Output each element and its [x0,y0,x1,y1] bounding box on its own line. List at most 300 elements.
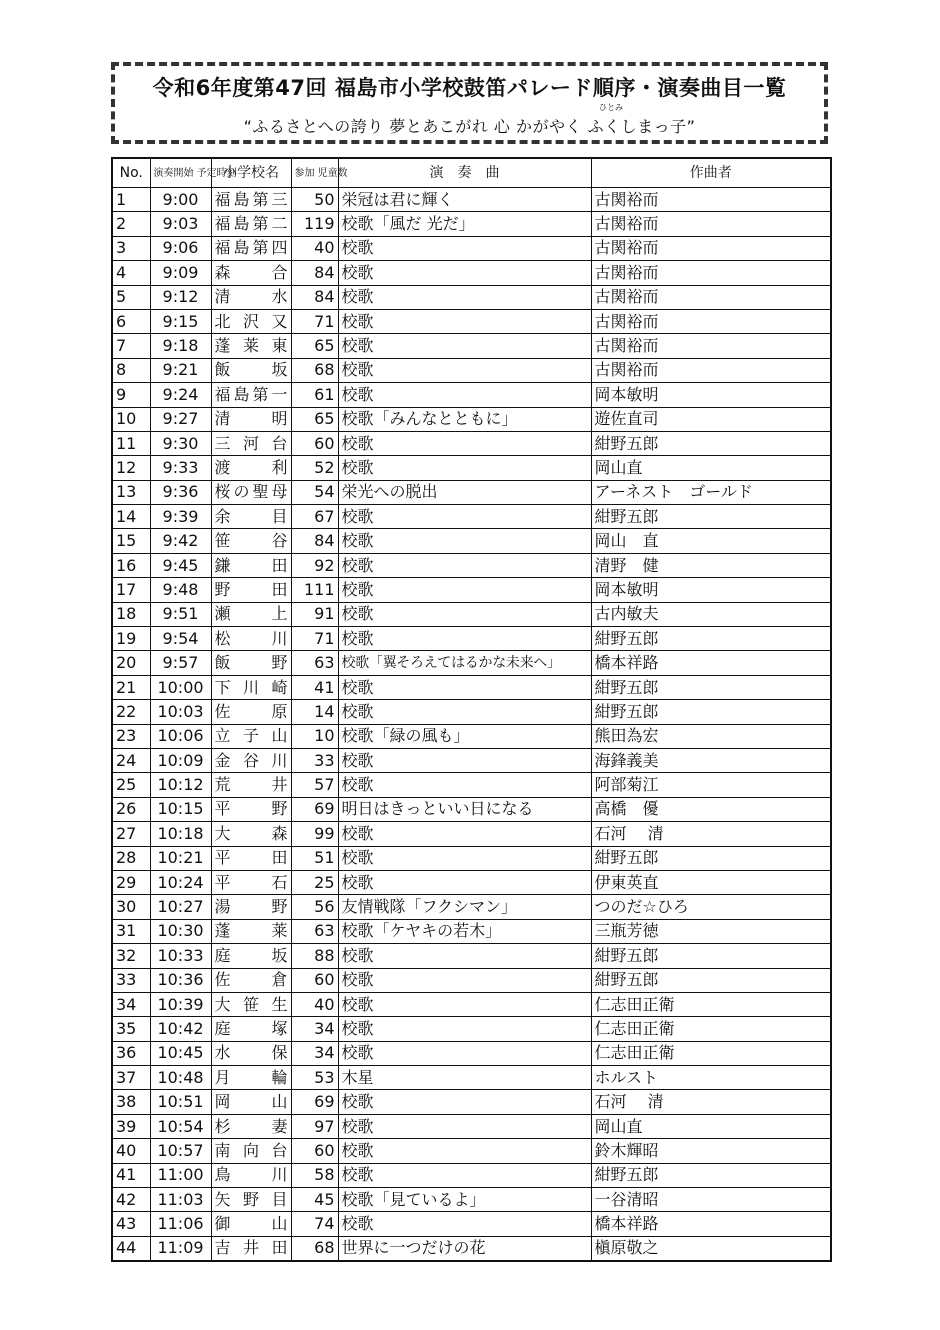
cell-time: 10:03 [150,700,211,724]
table-header-row [112,158,831,188]
cell-song: 世界に一つだけの花 [338,1236,591,1261]
cell-school: 湯野 [211,895,291,919]
cell-no: 1 [112,188,150,212]
cell-time: 9:39 [150,505,211,529]
cell-no: 21 [112,675,150,699]
cell-count: 63 [291,919,338,943]
cell-composer: 高橋 優 [591,797,831,821]
cell-time: 10:45 [150,1041,211,1065]
cell-composer: 古関裕而 [591,188,831,212]
cell-time: 9:51 [150,602,211,626]
cell-composer: 古関裕而 [591,212,831,236]
cell-school: 飯野 [211,651,291,675]
cell-count: 69 [291,797,338,821]
cell-school: 岡山 [211,1090,291,1114]
cell-school: 渡利 [211,456,291,480]
cell-count: 54 [291,480,338,504]
cell-time: 9:30 [150,431,211,455]
cell-no: 3 [112,236,150,260]
cell-count: 111 [291,578,338,602]
table-row [112,1188,831,1212]
cell-time: 10:39 [150,992,211,1016]
cell-count: 33 [291,748,338,772]
table-row [112,651,831,675]
table-row [112,992,831,1016]
header-composer: 作曲者 [591,158,831,188]
cell-school: 水保 [211,1041,291,1065]
cell-school: 清明 [211,407,291,431]
cell-time: 9:36 [150,480,211,504]
cell-no: 27 [112,822,150,846]
cell-school: 野田 [211,578,291,602]
cell-count: 91 [291,602,338,626]
cell-time: 10:51 [150,1090,211,1114]
cell-no: 26 [112,797,150,821]
cell-no: 41 [112,1163,150,1187]
table-row [112,1163,831,1187]
cell-no: 9 [112,383,150,407]
page-title: 令和6年度第47回 福島市小学校鼓笛パレード順序・演奏曲目一覧 [152,76,787,100]
cell-school: 大森 [211,822,291,846]
cell-no: 29 [112,870,150,894]
table-row [112,431,831,455]
cell-no: 31 [112,919,150,943]
cell-composer: 岡山直 [591,456,831,480]
cell-composer: ホルスト [591,1066,831,1090]
cell-time: 10:00 [150,675,211,699]
cell-school: 福島第一 [211,383,291,407]
cell-count: 84 [291,261,338,285]
cell-school: 平野 [211,797,291,821]
cell-song: 栄冠は君に輝く [338,188,591,212]
cell-song: 栄光への脱出 [338,480,591,504]
cell-composer: 清野 健 [591,553,831,577]
cell-song: 校歌 [338,944,591,968]
cell-song: 校歌 [338,1017,591,1041]
cell-no: 13 [112,480,150,504]
cell-count: 68 [291,358,338,382]
table-row [112,1041,831,1065]
cell-count: 40 [291,992,338,1016]
cell-count: 60 [291,431,338,455]
cell-school: 吉井田 [211,1236,291,1261]
cell-composer: 紺野五郎 [591,700,831,724]
cell-count: 71 [291,309,338,333]
table-row [112,1066,831,1090]
cell-song: 校歌「みんなとともに」 [338,407,591,431]
cell-count: 41 [291,675,338,699]
cell-time: 10:33 [150,944,211,968]
cell-composer: 紺野五郎 [591,431,831,455]
cell-school: 福島第三 [211,188,291,212]
cell-no: 20 [112,651,150,675]
cell-school: 森合 [211,261,291,285]
cell-count: 84 [291,529,338,553]
cell-song: 校歌 [338,431,591,455]
cell-composer: 岡山直 [591,1114,831,1138]
cell-no: 28 [112,846,150,870]
cell-no: 42 [112,1188,150,1212]
cell-time: 10:54 [150,1114,211,1138]
cell-count: 69 [291,1090,338,1114]
table-row [112,919,831,943]
cell-song: 校歌「緑の風も」 [338,724,591,748]
cell-composer: 三瓶芳徳 [591,919,831,943]
parade-order-table [111,157,832,1262]
cell-composer: 古内敏夫 [591,602,831,626]
cell-no: 43 [112,1212,150,1236]
cell-no: 15 [112,529,150,553]
cell-song: 校歌「風だ 光だ」 [338,212,591,236]
table-row [112,358,831,382]
cell-time: 9:12 [150,285,211,309]
cell-time: 11:00 [150,1163,211,1187]
cell-time: 11:03 [150,1188,211,1212]
cell-count: 97 [291,1114,338,1138]
cell-composer: 紺野五郎 [591,846,831,870]
cell-no: 38 [112,1090,150,1114]
cell-time: 9:18 [150,334,211,358]
table-row [112,627,831,651]
table-row [112,407,831,431]
cell-school: 三河台 [211,431,291,455]
cell-song: 校歌「見ているよ」 [338,1188,591,1212]
cell-song: 校歌「ケヤキの若木」 [338,919,591,943]
cell-composer: 古関裕而 [591,261,831,285]
cell-school: 下川崎 [211,675,291,699]
cell-count: 52 [291,456,338,480]
cell-composer: アーネスト ゴールド [591,480,831,504]
table-row [112,944,831,968]
slogan: “ふるさとへの誇り 夢とあこがれ 心 かがやく ふくしまっ子” [243,117,696,136]
cell-composer: 古関裕而 [591,309,831,333]
table-row [112,578,831,602]
cell-composer: 岡山 直 [591,529,831,553]
cell-song: 校歌 [338,700,591,724]
table-row [112,480,831,504]
table-row [112,602,831,626]
cell-song: 校歌 [338,627,591,651]
cell-no: 34 [112,992,150,1016]
cell-count: 84 [291,285,338,309]
cell-time: 9:21 [150,358,211,382]
cell-no: 33 [112,968,150,992]
cell-no: 39 [112,1114,150,1138]
cell-composer: 紺野五郎 [591,944,831,968]
table-row [112,334,831,358]
cell-no: 16 [112,553,150,577]
cell-no: 8 [112,358,150,382]
cell-no: 5 [112,285,150,309]
cell-count: 14 [291,700,338,724]
cell-song: 校歌 [338,822,591,846]
cell-no: 19 [112,627,150,651]
cell-no: 10 [112,407,150,431]
cell-composer: 仁志田正衛 [591,1041,831,1065]
cell-time: 9:57 [150,651,211,675]
table-row [112,212,831,236]
cell-composer: 一谷清昭 [591,1188,831,1212]
cell-school: 佐原 [211,700,291,724]
cell-count: 74 [291,1212,338,1236]
cell-composer: 石河 清 [591,1090,831,1114]
cell-song: 校歌 [338,773,591,797]
cell-song: 校歌 [338,309,591,333]
cell-song: 校歌 [338,968,591,992]
cell-time: 10:48 [150,1066,211,1090]
cell-song: 校歌 [338,578,591,602]
cell-count: 50 [291,188,338,212]
cell-count: 45 [291,1188,338,1212]
cell-time: 9:06 [150,236,211,260]
cell-school: 鎌田 [211,553,291,577]
cell-count: 57 [291,773,338,797]
cell-song: 校歌 [338,261,591,285]
table-row [112,675,831,699]
cell-song: 校歌 [338,1212,591,1236]
cell-composer: 仁志田正衛 [591,992,831,1016]
cell-time: 10:06 [150,724,211,748]
cell-time: 9:33 [150,456,211,480]
cell-time: 10:24 [150,870,211,894]
cell-school: 庭坂 [211,944,291,968]
cell-school: 蓬莱東 [211,334,291,358]
cell-composer: 古関裕而 [591,236,831,260]
cell-no: 37 [112,1066,150,1090]
cell-no: 25 [112,773,150,797]
table-row [112,1236,831,1261]
table-row [112,724,831,748]
cell-song: 校歌 [338,1090,591,1114]
cell-count: 58 [291,1163,338,1187]
cell-count: 61 [291,383,338,407]
table-row [112,505,831,529]
table-row [112,456,831,480]
cell-count: 99 [291,822,338,846]
cell-song: 校歌 [338,358,591,382]
cell-composer: 紺野五郎 [591,627,831,651]
cell-count: 56 [291,895,338,919]
cell-school: 福島第二 [211,212,291,236]
cell-composer: 紺野五郎 [591,675,831,699]
cell-time: 9:03 [150,212,211,236]
cell-time: 10:27 [150,895,211,919]
cell-count: 67 [291,505,338,529]
cell-time: 9:48 [150,578,211,602]
cell-time: 11:06 [150,1212,211,1236]
table-row [112,846,831,870]
cell-count: 51 [291,846,338,870]
cell-no: 14 [112,505,150,529]
cell-composer: 伊東英直 [591,870,831,894]
cell-count: 60 [291,968,338,992]
table-row [112,700,831,724]
cell-school: 御山 [211,1212,291,1236]
cell-no: 40 [112,1139,150,1163]
cell-song: 校歌 [338,553,591,577]
cell-school: 平石 [211,870,291,894]
table-row [112,383,831,407]
cell-no: 22 [112,700,150,724]
header-time: 演奏開始 予定時刻 [150,158,211,188]
cell-no: 35 [112,1017,150,1041]
table-row [112,895,831,919]
cell-school: 松川 [211,627,291,651]
cell-no: 23 [112,724,150,748]
cell-no: 32 [112,944,150,968]
cell-composer: 槇原敬之 [591,1236,831,1261]
cell-no: 30 [112,895,150,919]
table-row [112,773,831,797]
cell-time: 9:42 [150,529,211,553]
cell-count: 88 [291,944,338,968]
cell-school: 荒井 [211,773,291,797]
cell-school: 庭塚 [211,1017,291,1041]
cell-composer: 古関裕而 [591,285,831,309]
cell-no: 6 [112,309,150,333]
cell-school: 杉妻 [211,1114,291,1138]
cell-song: 校歌 [338,285,591,309]
table-row [112,797,831,821]
header-song: 演 奏 曲 [338,158,591,188]
cell-time: 10:12 [150,773,211,797]
table-row [112,285,831,309]
cell-composer: 海鋒義美 [591,748,831,772]
cell-time: 9:09 [150,261,211,285]
cell-count: 92 [291,553,338,577]
cell-no: 4 [112,261,150,285]
table-row [112,1114,831,1138]
cell-composer: 紺野五郎 [591,968,831,992]
cell-school: 桜の聖母 [211,480,291,504]
cell-time: 9:00 [150,188,211,212]
cell-school: 清水 [211,285,291,309]
cell-song: 校歌「翼そろえてはるかな未来へ」 [338,651,591,675]
table-row [112,309,831,333]
cell-count: 71 [291,627,338,651]
table-row [112,261,831,285]
cell-school: 佐倉 [211,968,291,992]
cell-count: 63 [291,651,338,675]
cell-composer: 紺野五郎 [591,505,831,529]
table-row [112,553,831,577]
cell-school: 立子山 [211,724,291,748]
table-body [112,188,831,1262]
cell-time: 9:15 [150,309,211,333]
cell-count: 40 [291,236,338,260]
cell-no: 2 [112,212,150,236]
cell-count: 34 [291,1017,338,1041]
cell-composer: 古関裕而 [591,334,831,358]
table-row [112,748,831,772]
table-row [112,1139,831,1163]
cell-song: 校歌 [338,675,591,699]
cell-song: 校歌 [338,1163,591,1187]
cell-count: 68 [291,1236,338,1261]
cell-count: 10 [291,724,338,748]
cell-school: 矢野目 [211,1188,291,1212]
cell-count: 65 [291,407,338,431]
cell-song: 校歌 [338,748,591,772]
table-row [112,236,831,260]
cell-count: 65 [291,334,338,358]
header-no: No. [112,158,150,188]
header-school: 小学校名 [211,158,291,188]
cell-composer: 古関裕而 [591,358,831,382]
cell-time: 10:42 [150,1017,211,1041]
cell-song: 校歌 [338,870,591,894]
cell-song: 校歌 [338,1114,591,1138]
table-row [112,188,831,212]
cell-composer: 熊田為宏 [591,724,831,748]
cell-count: 60 [291,1139,338,1163]
cell-count: 34 [291,1041,338,1065]
cell-school: 南向台 [211,1139,291,1163]
table-row [112,1212,831,1236]
cell-composer: 岡本敏明 [591,578,831,602]
cell-song: 校歌 [338,529,591,553]
cell-composer: 石河 清 [591,822,831,846]
cell-count: 53 [291,1066,338,1090]
cell-composer: 橋本祥路 [591,1212,831,1236]
cell-time: 9:54 [150,627,211,651]
cell-song: 校歌 [338,1041,591,1065]
cell-school: 北沢又 [211,309,291,333]
cell-count: 119 [291,212,338,236]
cell-no: 18 [112,602,150,626]
cell-school: 飯坂 [211,358,291,382]
cell-no: 36 [112,1041,150,1065]
cell-school: 大笹生 [211,992,291,1016]
table-row [112,822,831,846]
cell-school: 蓬莱 [211,919,291,943]
cell-song: 校歌 [338,334,591,358]
cell-time: 10:57 [150,1139,211,1163]
cell-school: 余目 [211,505,291,529]
cell-song: 校歌 [338,383,591,407]
cell-time: 9:27 [150,407,211,431]
cell-song: 校歌 [338,236,591,260]
title-box [111,62,828,144]
cell-school: 鳥川 [211,1163,291,1187]
cell-time: 9:45 [150,553,211,577]
table-row [112,968,831,992]
cell-count: 25 [291,870,338,894]
table-row [112,529,831,553]
cell-no: 7 [112,334,150,358]
cell-no: 44 [112,1236,150,1261]
cell-school: 福島第四 [211,236,291,260]
cell-time: 10:09 [150,748,211,772]
cell-song: 木星 [338,1066,591,1090]
cell-school: 瀬上 [211,602,291,626]
table-row [112,870,831,894]
cell-no: 11 [112,431,150,455]
cell-time: 10:18 [150,822,211,846]
cell-no: 24 [112,748,150,772]
cell-song: 校歌 [338,456,591,480]
cell-school: 月輪 [211,1066,291,1090]
cell-song: 校歌 [338,505,591,529]
table-row [112,1090,831,1114]
cell-time: 10:36 [150,968,211,992]
cell-composer: 橋本祥路 [591,651,831,675]
cell-composer: 岡本敏明 [591,383,831,407]
cell-composer: 鈴木輝昭 [591,1139,831,1163]
cell-no: 17 [112,578,150,602]
cell-composer: つのだ☆ひろ [591,895,831,919]
cell-song: 校歌 [338,992,591,1016]
